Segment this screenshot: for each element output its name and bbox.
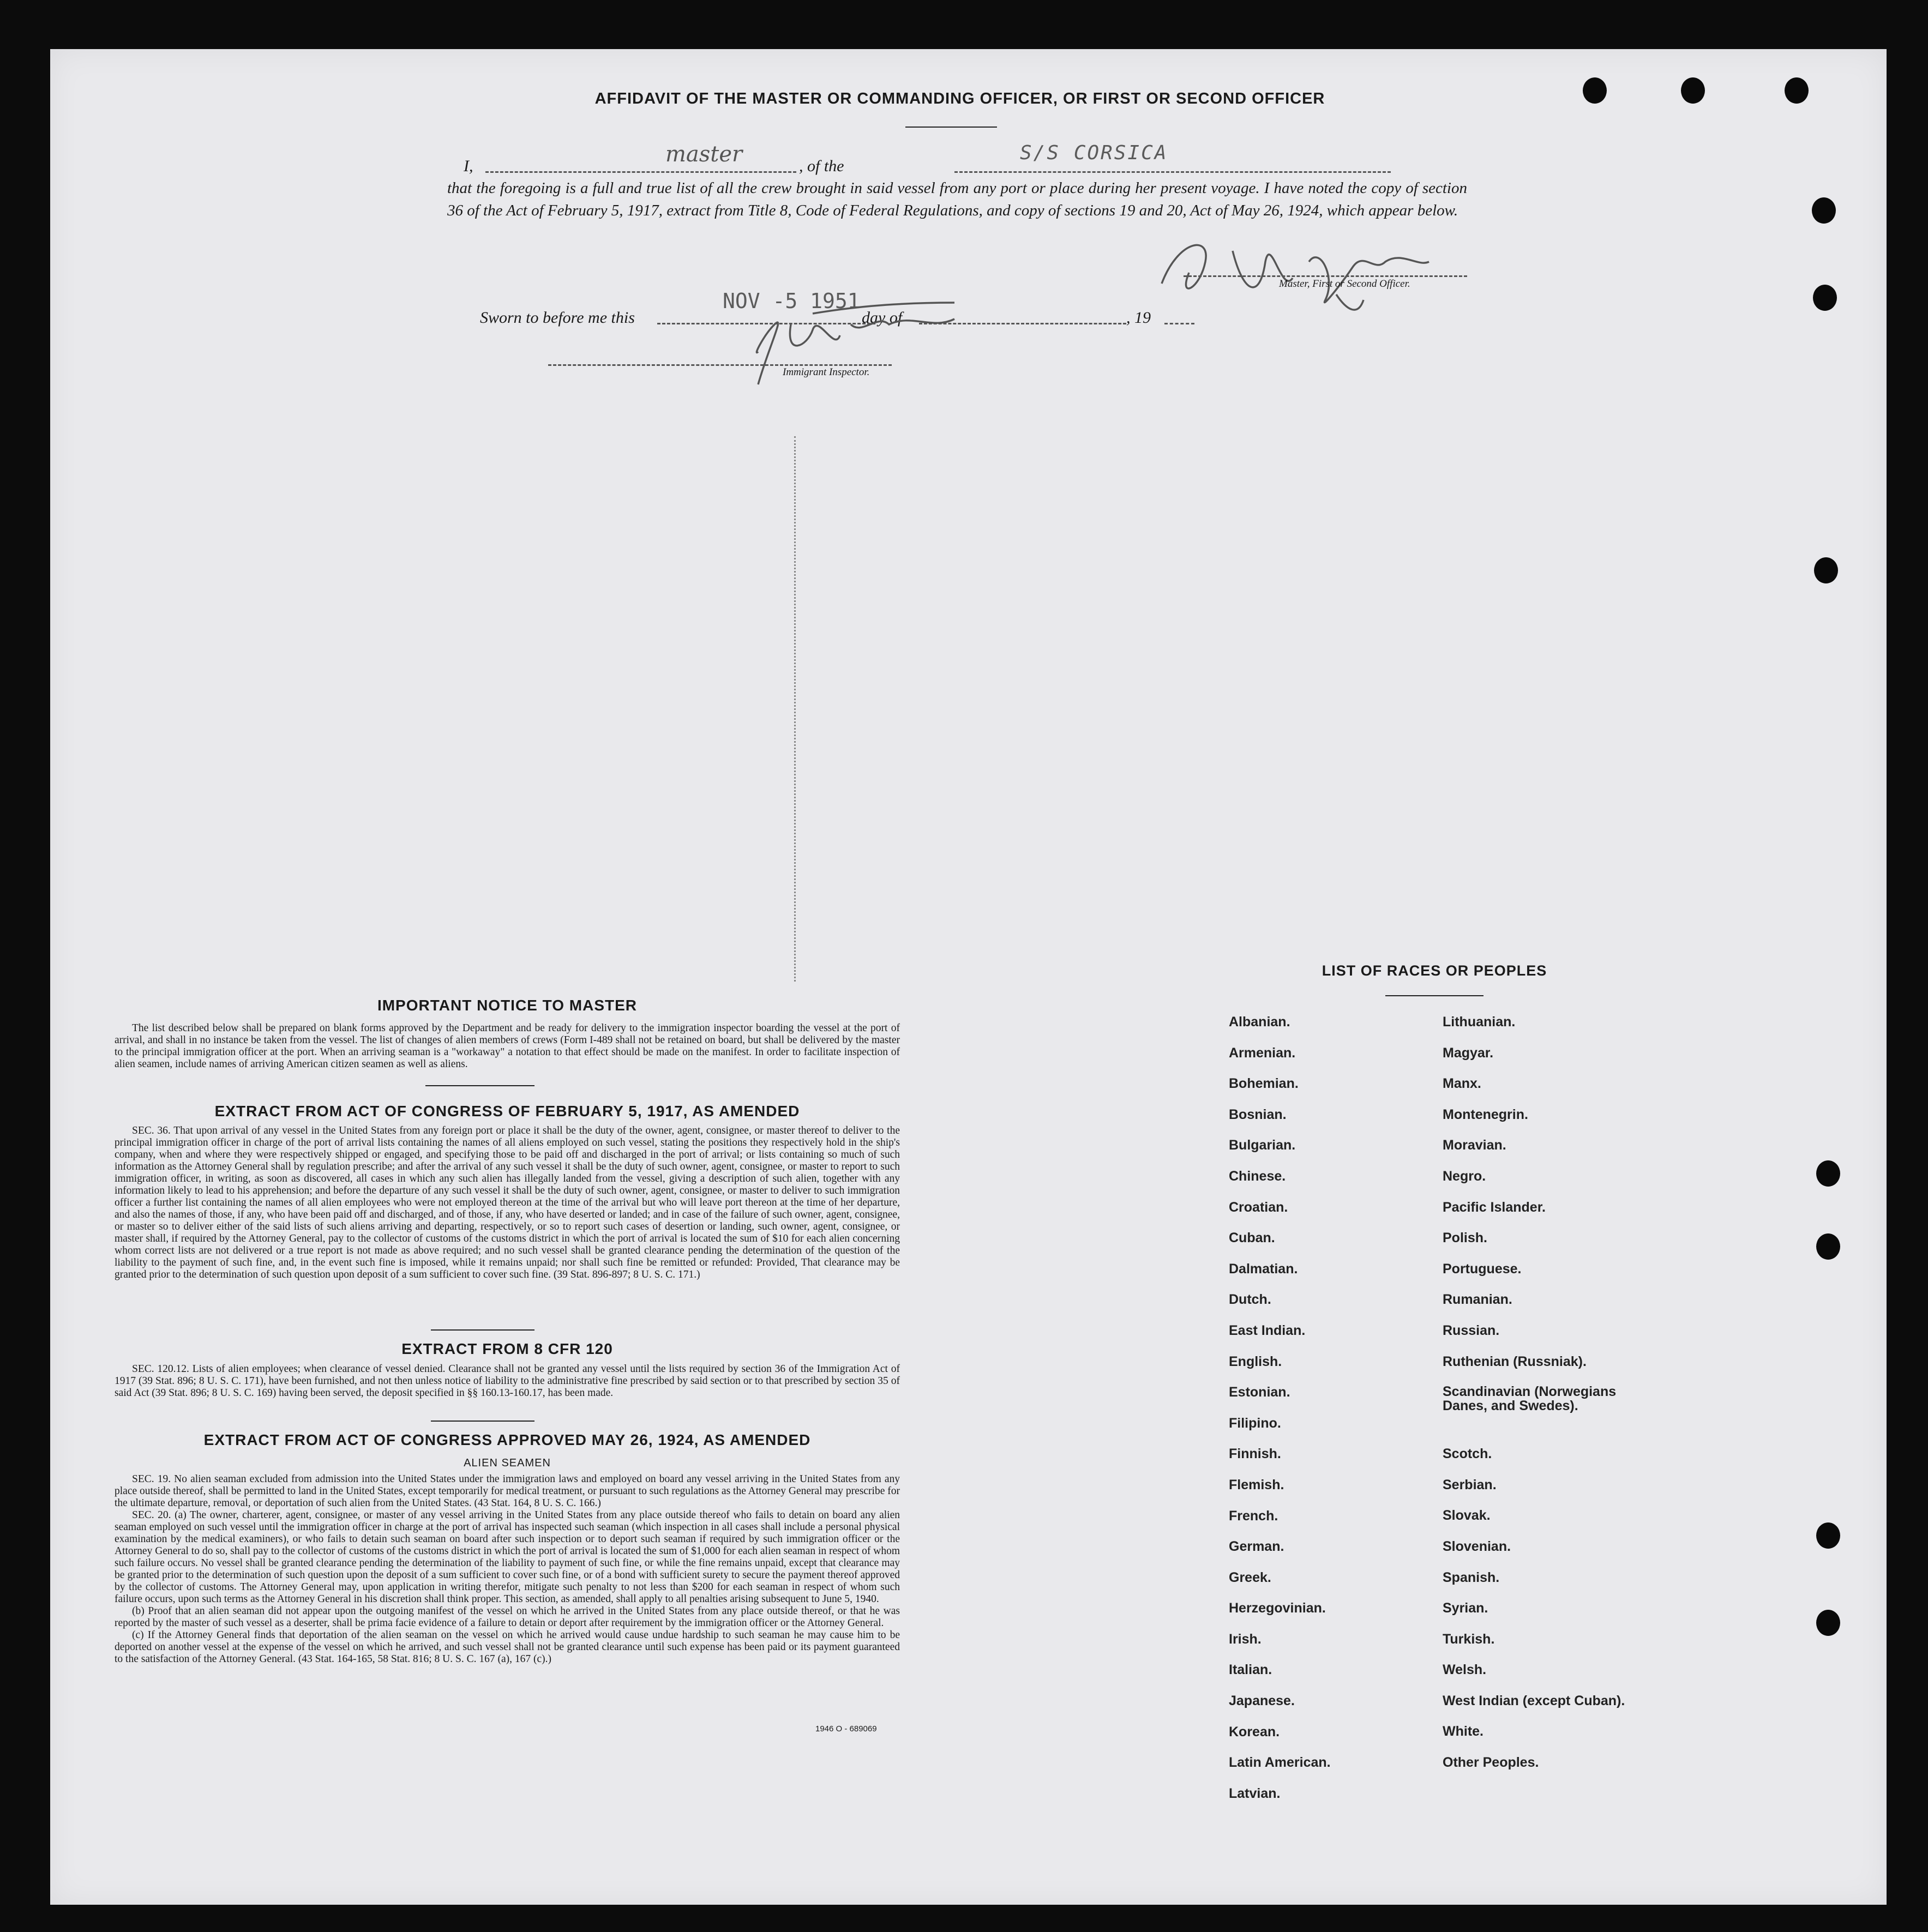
- year-label: , 19: [1126, 309, 1151, 327]
- race-item: Other Peoples.: [1443, 1755, 1539, 1771]
- race-item: Bohemian.: [1229, 1076, 1299, 1092]
- vessel-line: [954, 171, 1391, 173]
- notice-title: IMPORTANT NOTICE TO MASTER: [377, 997, 638, 1014]
- race-item: Scotch.: [1443, 1446, 1492, 1462]
- affidavit-title: AFFIDAVIT OF THE MASTER OR COMMANDING OFFICER, OR FIRST OR SECOND OFFICER: [594, 90, 1325, 107]
- race-item: Estonian.: [1229, 1385, 1290, 1400]
- alien-seamen-subtitle: ALIEN SEAMEN: [464, 1457, 551, 1469]
- race-item: Spanish.: [1443, 1569, 1500, 1585]
- race-item: Italian.: [1229, 1662, 1272, 1678]
- race-item: Turkish.: [1443, 1631, 1495, 1647]
- sec-19-paragraph: SEC. 19. No alien seaman excluded from admission into the United States under the immigration laws and employed on board any vessel arriving in the United States from any place outside thereof, shall be permitted to land in the United States, except temporarily for medical treatment, or pursuant to such regulations as the Attorney General may prescribe for the ultimate departure, removal, or deportation of such alien from the United States. (43 Stat. 164, 8 U. S. C. 166.): [115, 1473, 900, 1509]
- race-item: Lithuanian.: [1443, 1014, 1516, 1030]
- race-item: Japanese.: [1229, 1693, 1295, 1709]
- print-code: 1946 O - 689069: [815, 1724, 877, 1734]
- race-item: Finnish.: [1229, 1446, 1281, 1462]
- race-item: Bulgarian.: [1229, 1137, 1296, 1153]
- race-item: Latin American.: [1229, 1755, 1331, 1771]
- sec-20b-paragraph: (b) Proof that an alien seaman did not appear upon the outgoing manifest of the vessel on which he arrived in the United States from any place outside thereof, or that he was reported by the master of such vessel as a deserter, shall be prima facie evidence of a failure to detain or deport after requirement by the immigration officer or the Attorney General.: [115, 1605, 900, 1629]
- races-left-column: [1229, 1014, 1414, 1816]
- race-item: German.: [1229, 1539, 1284, 1555]
- master-caption: Master, First or Second Officer.: [1279, 278, 1410, 290]
- punch-hole: [1813, 285, 1837, 311]
- race-item: Portuguese.: [1443, 1261, 1522, 1277]
- punch-hole: [1816, 1233, 1840, 1260]
- race-item: Scandinavian (Norwegians Danes, and Swedes).: [1443, 1384, 1617, 1414]
- vessel-stamp: S/S CORSICA: [1020, 142, 1168, 164]
- race-item: Albanian.: [1229, 1014, 1290, 1030]
- race-item: Ruthenian (Russniak).: [1443, 1353, 1587, 1369]
- extract-1917-text: [115, 1125, 900, 1281]
- punch-hole: [1816, 1610, 1840, 1636]
- fold-line: [794, 436, 796, 982]
- race-item: French.: [1229, 1508, 1278, 1524]
- day-of-label: day of: [862, 309, 903, 327]
- notice-paragraph: The list described below shall be prepared on blank forms approved by the Department and be ready for delivery to the immigration inspector boarding the vessel at the port of arrival, and shall in no instance be taken from the vessel. The list of changes of alien members of crews (Form I-489 shall not be retained on board, but shall be delivered by the master to the principal immigration officer at the port. When an arriving seaman is a "workaway" a notation to that effect should be made on the manifest. In order to facilitate inspection of alien seamen, include names of arriving American citizen seamen as well as aliens.: [115, 1022, 900, 1070]
- races-divider: [1385, 995, 1483, 996]
- notice-divider: [425, 1085, 534, 1086]
- punch-hole: [1816, 1522, 1840, 1549]
- race-item: Latvian.: [1229, 1785, 1281, 1801]
- extract-cfr-title: EXTRACT FROM 8 CFR 120: [401, 1340, 613, 1357]
- extract-1917-divider: [431, 1329, 534, 1331]
- master-signature: [1145, 229, 1451, 316]
- race-item: Croatian.: [1229, 1199, 1288, 1215]
- races-title: LIST OF RACES OR PEOPLES: [1322, 962, 1547, 979]
- extract-cfr-divider: [431, 1421, 534, 1422]
- punch-hole: [1814, 557, 1838, 583]
- race-item: Dalmatian.: [1229, 1261, 1298, 1277]
- inspector-signature-line: [548, 364, 892, 366]
- races-right-column: [1443, 1014, 1672, 1786]
- race-item: Filipino.: [1229, 1415, 1281, 1431]
- punch-hole: [1816, 1160, 1840, 1187]
- sec-20a-paragraph: SEC. 20. (a) The owner, charterer, agent, consignee, or master of any vessel arriving in the United States from any place outside thereof who fails to detain on board any alien seaman employed on such vessel until the immigration officer in charge at the port of arrival has inspected such seaman (which inspection in all cases shall include a personal physical examination by the medical examiners), or who fails to detain such seaman on board after such inspection or to deport such seaman if required by such immigration officer or the Attorney General to do so, shall pay to the collector of customs of the customs district in which the port of arrival is located the sum of $1,000 for each alien seaman in respect of whom such failure occurs. No vessel shall be granted clearance pending the determination of the liability to payment of such fine, or while the fine remains unpaid, except that clearance may be granted prior to the determination of such question upon the deposit of a sum sufficient to cover such fine, or of a bond with sufficient surety to secure the payment thereof approved by the collector of customs. The Attorney General may, upon application in writing therefor, mitigate such penalty to not less than $200 for each seaman in respect of whom such failure occurs, upon such terms as the Attorney General in his discretion shall think proper. This section, as amended, shall apply to all penalties arising subsequent to June 5, 1940.: [115, 1509, 900, 1605]
- race-item: Irish.: [1229, 1631, 1262, 1647]
- punch-hole: [1681, 77, 1705, 104]
- extract-1924-title: EXTRACT FROM ACT OF CONGRESS APPROVED MAY 26, 1924, AS AMENDED: [203, 1431, 811, 1448]
- punch-hole: [1583, 77, 1607, 104]
- sec-120-paragraph: SEC. 120.12. Lists of alien employees; when clearance of vessel denied. Clearance shall not be granted any vessel until the lists required by section 36 of the Immigration Act of 1917 (39 Stat. 896; 8 U. S. C. 171), have been furnished, and not then unless notice of liability to the administrative fine prescribed by said section or to that prescribed by section 35 of said Act (39 Stat. 896; 8 U. S. C. 169) having been served, the deposit specified in §§ 160.13-160.17, has been made.: [115, 1363, 900, 1399]
- punch-hole: [1812, 197, 1836, 224]
- race-item: Korean.: [1229, 1724, 1280, 1740]
- race-item: Magyar.: [1443, 1045, 1494, 1061]
- race-item: Slovak.: [1443, 1508, 1491, 1524]
- race-item: Pacific Islander.: [1443, 1199, 1546, 1215]
- inspector-caption: Immigrant Inspector.: [783, 366, 870, 378]
- race-item: Welsh.: [1443, 1662, 1487, 1678]
- punch-hole: [1785, 77, 1809, 104]
- race-item: Negro.: [1443, 1168, 1486, 1184]
- inspector-signature: [725, 292, 987, 395]
- name-line: [485, 171, 796, 173]
- race-item: White.: [1443, 1724, 1483, 1740]
- race-item: Manx.: [1443, 1076, 1481, 1092]
- sec-36-paragraph: SEC. 36. That upon arrival of any vessel in the United States from any foreign port or place it shall be the duty of the owner, agent, consignee, or master thereof to deliver to the principal immigration officer in charge of the port of arrival lists containing the names of all aliens employed on such vessel, stating the positions they respectively hold in the ship's company, when and where they were respectively shipped or engaged, and specifying those to be paid off and discharged in the port of arrival; or lists containing so much of such information as the Attorney General shall by regulation prescribe; and after the arrival of any such vessel it shall be the duty of such owner, agent, consignee, or master to report to such immigration officer, in writing, as soon as discovered, all cases in which any such alien has illegally landed from the vessel, giving a description of such alien, together with any information likely to lead to his apprehension; and before the departure of any such vessel it shall be the duty of such owner, agent, consignee, or master to deliver to such immigration officer a further list containing the names of all alien employees who were not employed thereon at the time of the arrival but who will leave port thereon at the time of her departure, and also the names of those, if any, who have been paid off and discharged, and of those, if any, who have deserted or landed; and in case of the failure of such owner, agent, consignee, or master so to deliver either of the said lists of such aliens arriving and departing, respectively, or so to report such cases of desertion or landing, such owner, agent, consignee, or master shall, if required by the Attorney General, pay to the collector of customs of the customs district in which the port of arrival is located the sum of $10 for each alien concerning whom correct lists are not delivered or a true report is not made as above required; and no such vessel shall be granted clearance pending the determination of the question of the liability to the payment of such fine, and, in the event such fine is imposed, while it remains unpaid; nor shall such fine be remitted or refunded: Provided, That clearance may be granted prior to the determination of such question upon deposit of a sum sufficient to cover such fine. (39 Stat. 896-897; 8 U. S. C. 171.): [115, 1125, 900, 1280]
- race-item: Armenian.: [1229, 1045, 1296, 1061]
- race-item: Russian.: [1443, 1322, 1500, 1338]
- master-signature-line: [1184, 275, 1467, 277]
- race-item: Moravian.: [1443, 1137, 1506, 1153]
- declaration-line: [447, 142, 1467, 176]
- extract-1917-title: EXTRACT FROM ACT OF CONGRESS OF FEBRUARY 5, 1917, AS AMENDED: [214, 1103, 800, 1120]
- race-item: Polish.: [1443, 1230, 1487, 1246]
- race-item: Dutch.: [1229, 1292, 1271, 1308]
- handwritten-name: master: [665, 142, 743, 167]
- race-item: Serbian.: [1443, 1477, 1497, 1492]
- i-label: I,: [464, 157, 473, 175]
- race-item: Slovenian.: [1443, 1538, 1511, 1554]
- race-item: Greek.: [1229, 1569, 1271, 1585]
- race-item: East Indian.: [1229, 1322, 1306, 1338]
- year-line: [1164, 323, 1194, 324]
- race-item: Chinese.: [1229, 1168, 1286, 1184]
- race-item: Herzegovinian.: [1229, 1600, 1326, 1616]
- of-the-label: , of the: [799, 157, 844, 175]
- extract-1924-text: [115, 1473, 900, 1665]
- race-item: Bosnian.: [1229, 1106, 1287, 1122]
- declaration-text: that the foregoing is a full and true list of all the crew brought in said vessel from any port or place during her present voyage. I have noted the copy of section 36 of the Act of February 5, 1917, extract from Title 8, Code of Federal Regulations, and copy of sections 19 and 20, Act of May 26, 1924, which appear below.: [447, 179, 1467, 219]
- race-item: Montenegrin.: [1443, 1106, 1528, 1122]
- race-item: West Indian (except Cuban).: [1443, 1693, 1625, 1708]
- race-item: Syrian.: [1443, 1600, 1488, 1616]
- race-item: Rumanian.: [1443, 1292, 1512, 1308]
- notice-text: [115, 1022, 900, 1070]
- date-stamp: NOV -5 1951: [723, 289, 860, 313]
- race-item: Cuban.: [1229, 1230, 1275, 1246]
- race-item: Flemish.: [1229, 1477, 1284, 1492]
- sworn-label: Sworn to before me this: [480, 309, 635, 327]
- race-item: English.: [1229, 1353, 1282, 1369]
- sec-20c-paragraph: (c) If the Attorney General finds that deportation of the alien seaman on the vessel on which he arrived would cause undue hardship to such seaman he may cause him to be deported on another vessel at the expense of the vessel on which he arrived, and such vessel shall not be granted clearance until such expense has been paid or its payment guaranteed to the satisfaction of the Attorney General. (43 Stat. 164-165, 58 Stat. 816; 8 U. S. C. 167 (a), 167 (c).): [115, 1629, 900, 1665]
- extract-cfr-text: [115, 1363, 900, 1399]
- title-underline: [905, 127, 997, 128]
